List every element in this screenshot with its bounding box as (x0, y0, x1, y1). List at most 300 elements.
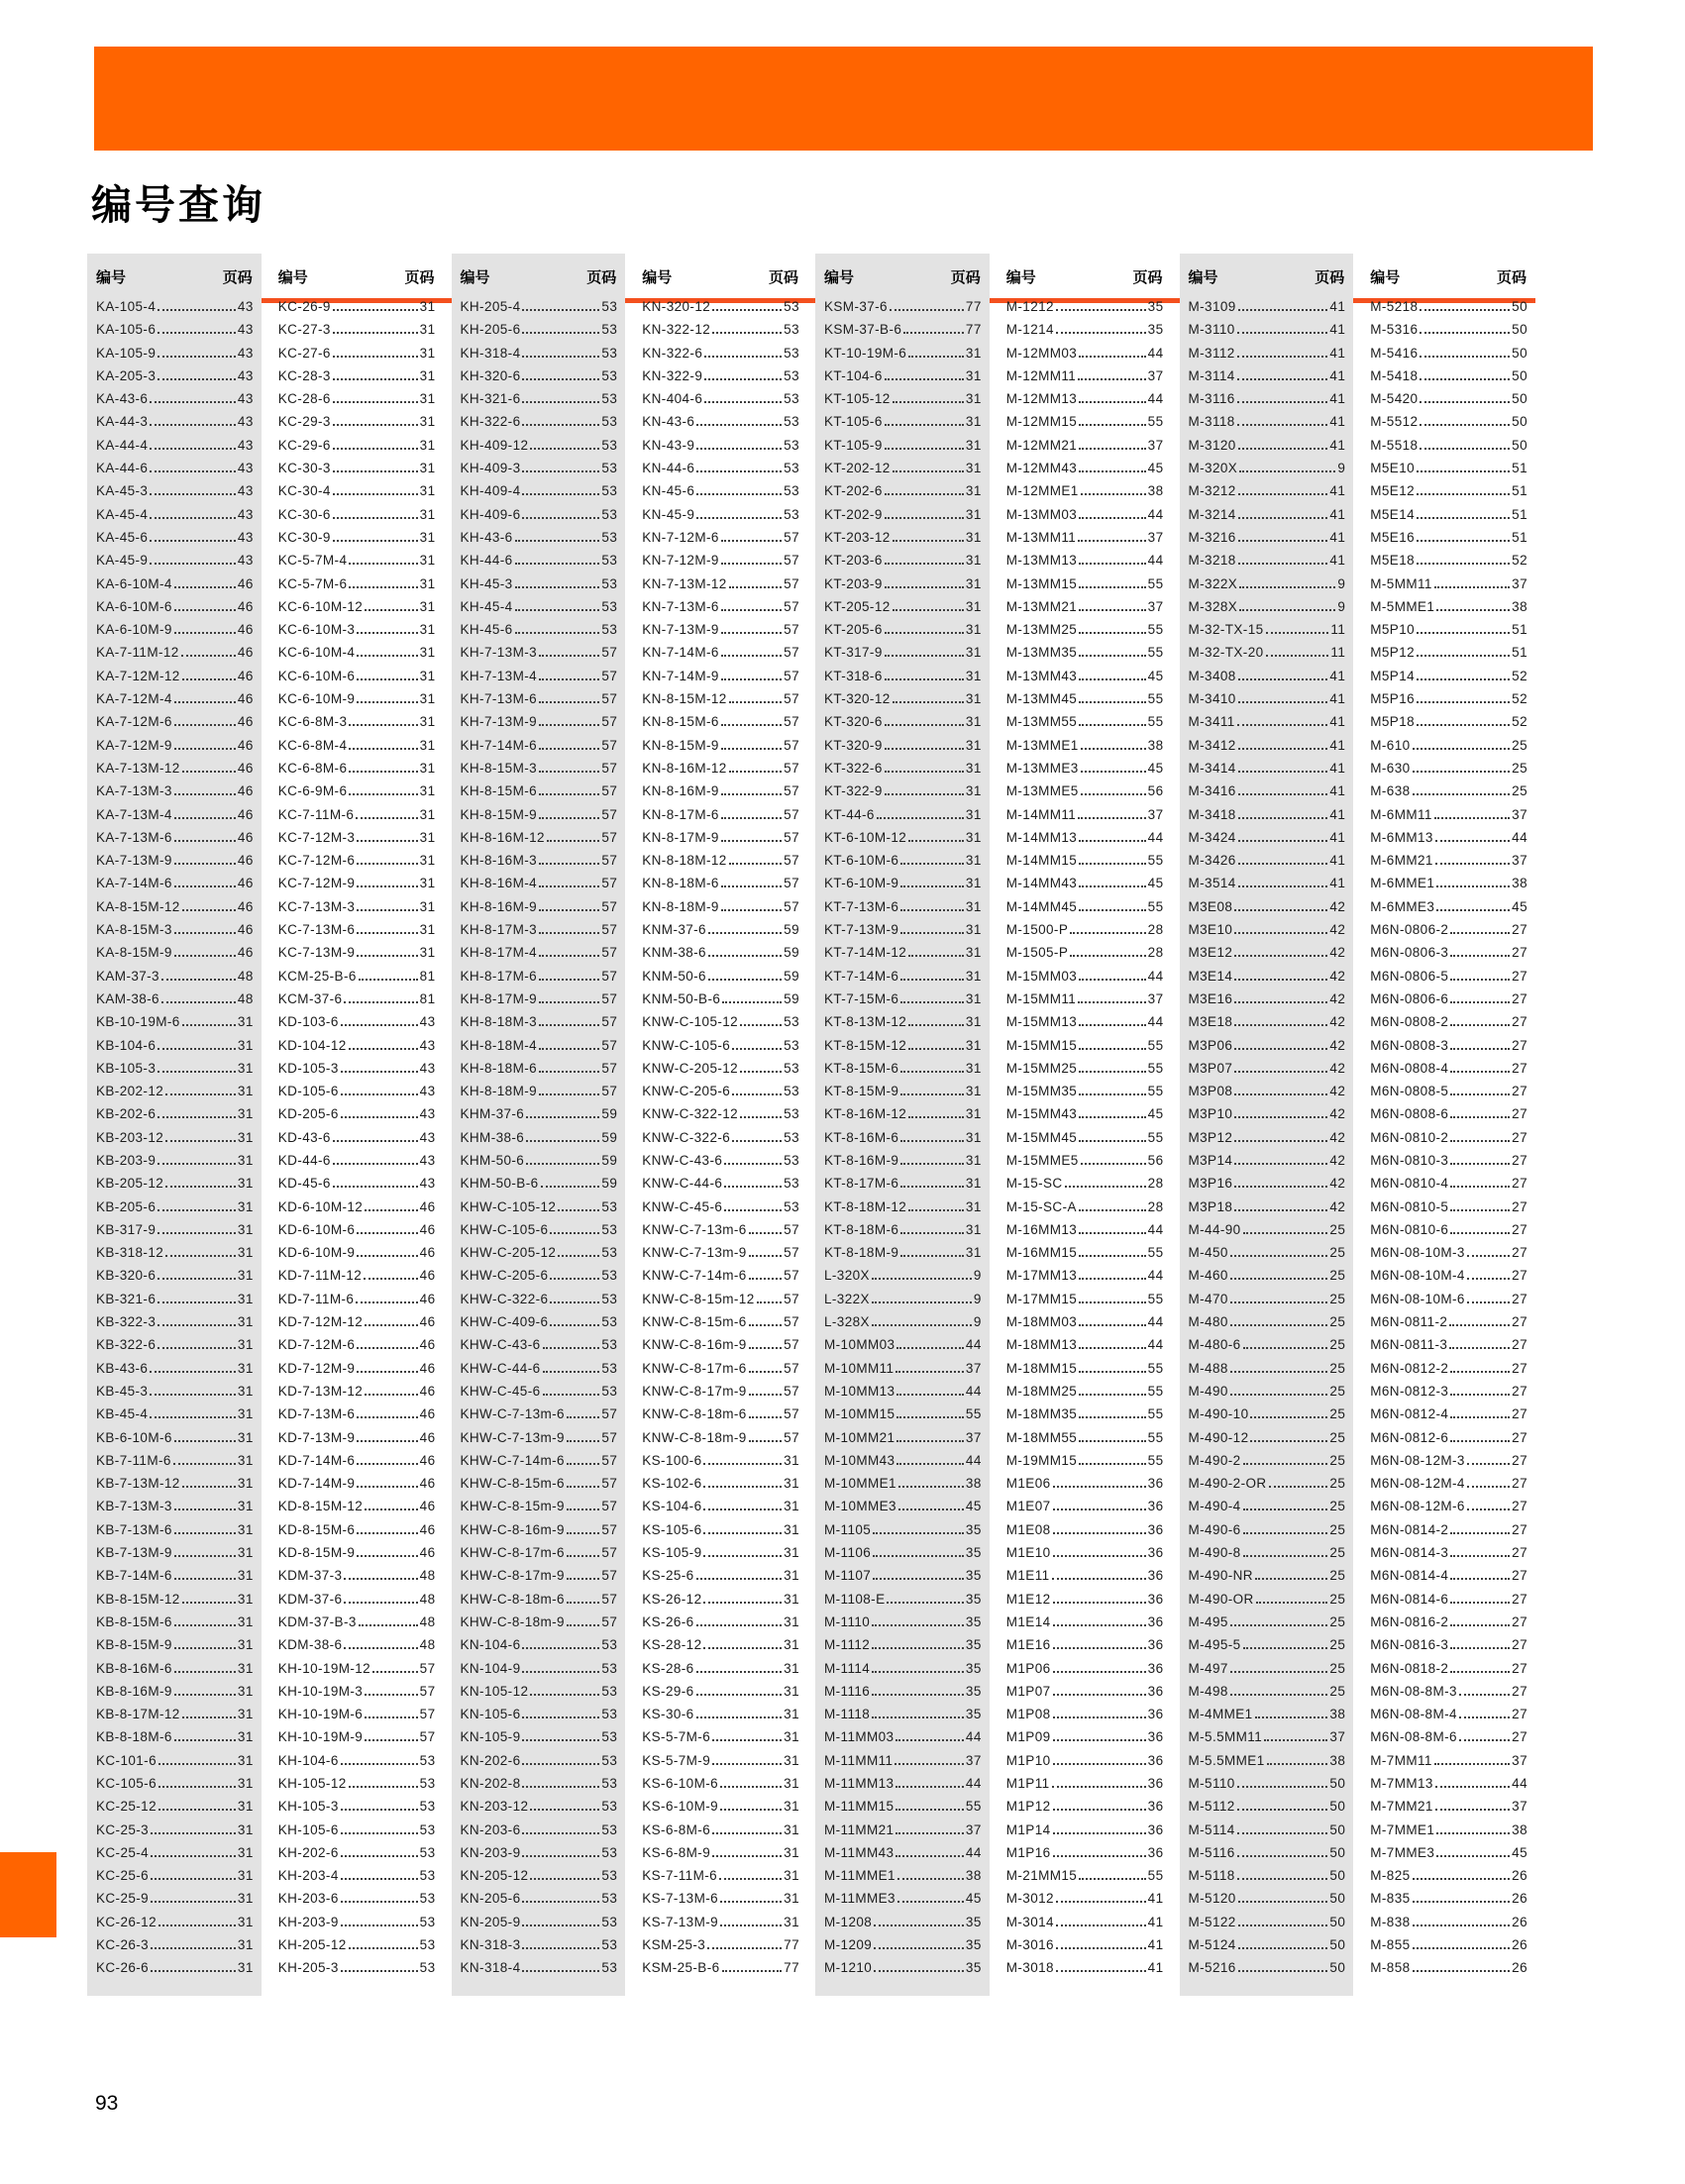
index-entry-code: KD-205-6 (277, 1106, 339, 1122)
dotted-leader (1238, 517, 1328, 519)
dotted-leader (357, 655, 417, 657)
index-entry-page: 55 (1147, 1291, 1164, 1306)
index-entry (96, 807, 254, 830)
index-entry (824, 783, 982, 806)
index-entry-page: 35 (1147, 299, 1164, 314)
index-entry-page: 57 (601, 898, 618, 914)
dotted-leader (158, 1324, 236, 1326)
dotted-leader (885, 424, 964, 426)
index-entry-code: KT-317-9 (824, 645, 883, 661)
index-entry-page: 53 (419, 1868, 436, 1884)
index-entry-page: 57 (784, 853, 799, 869)
dotted-leader (357, 1555, 417, 1557)
dotted-leader (1079, 1440, 1145, 1442)
index-entry (96, 391, 254, 414)
dotted-leader (872, 1647, 964, 1649)
index-entry-page: 31 (965, 598, 982, 614)
dotted-leader (1230, 1371, 1328, 1373)
index-entry-page: 31 (965, 1129, 982, 1145)
index-entry-page: 31 (965, 506, 982, 522)
index-entry (278, 714, 436, 737)
index-entry-code: KNM-37-6 (642, 922, 706, 938)
index-entry-code: KH-7-13M-4 (460, 668, 538, 683)
index-entry-page: 9 (973, 1314, 982, 1330)
index-entry (1006, 945, 1164, 968)
dotted-leader (1053, 1739, 1146, 1741)
index-entry (96, 969, 254, 991)
column-header (633, 254, 807, 285)
index-entry-page: 42 (1329, 1129, 1346, 1145)
index-entry-code: KN-7-13M-6 (642, 598, 719, 614)
index-entry-page: 31 (784, 1729, 799, 1745)
index-entry-page: 31 (965, 806, 982, 822)
index-entry (461, 783, 618, 806)
index-entry-code: KC-27-3 (277, 322, 331, 338)
index-entry-code: M-12MM43 (1005, 461, 1078, 476)
index-entry-page: 31 (419, 506, 436, 522)
dotted-leader (1234, 1209, 1327, 1211)
index-entry-page: 31 (237, 1821, 254, 1837)
index-entry-page: 53 (601, 1383, 618, 1399)
index-entry (1370, 1406, 1527, 1429)
dotted-leader (333, 448, 418, 450)
column-header-page: 页码 (1496, 269, 1527, 286)
index-entry-code: KN-202-8 (460, 1776, 521, 1791)
index-entry-code: M-5MME1 (1370, 598, 1435, 614)
index-entry-code: KT-7-14M-12 (824, 945, 907, 961)
index-entry-page: 42 (1329, 990, 1346, 1006)
dotted-leader (567, 1463, 599, 1465)
index-entry-page: 57 (601, 783, 618, 799)
column-header-code: 编号 (824, 269, 855, 286)
index-entry (1189, 1106, 1346, 1129)
index-entry-code: M-1212 (1005, 299, 1054, 314)
index-entry-code: M-6MME1 (1370, 876, 1435, 891)
index-entry-page: 31 (237, 1198, 254, 1214)
index-entry (1189, 368, 1346, 391)
index-entry (824, 830, 982, 853)
index-entry-code: KN-104-6 (460, 1637, 521, 1653)
index-entry-page: 31 (965, 367, 982, 383)
index-entry (461, 1729, 618, 1752)
index-entry-code: M5E18 (1370, 553, 1416, 569)
index-entry-code: M-17MM15 (1005, 1291, 1078, 1306)
dotted-leader (885, 771, 964, 773)
index-entry-code: KH-10-19M-9 (277, 1729, 364, 1745)
index-entry (278, 438, 436, 461)
index-entry (1189, 1176, 1346, 1198)
dotted-leader (708, 932, 782, 934)
dotted-leader (1079, 401, 1145, 403)
index-entry-code: KB-8-17M-12 (96, 1707, 180, 1722)
index-column-5 (815, 254, 990, 1996)
index-entry-code: M-5416 (1370, 345, 1419, 361)
dotted-leader (696, 1694, 783, 1696)
index-entry-code: M3E18 (1188, 1014, 1233, 1030)
index-entry-page: 41 (1147, 1891, 1164, 1907)
index-entry (1006, 1868, 1164, 1891)
index-entry (1370, 1084, 1527, 1106)
index-entry-page: 31 (965, 1084, 982, 1099)
dotted-leader (174, 1440, 236, 1442)
index-entry (1006, 414, 1164, 437)
index-entry (1189, 1222, 1346, 1245)
dotted-leader (703, 1463, 782, 1465)
index-entry (824, 622, 982, 645)
index-entry (461, 645, 618, 668)
index-entry-code: KH-203-9 (277, 1914, 339, 1929)
dotted-leader (1079, 1048, 1145, 1050)
index-entry-page: 53 (419, 1799, 436, 1815)
dotted-leader (1081, 493, 1146, 495)
dotted-leader (1238, 817, 1328, 819)
index-entry-page: 9 (1337, 575, 1346, 591)
index-entry (642, 991, 799, 1014)
index-entry (278, 576, 436, 599)
dotted-leader (1467, 1463, 1510, 1465)
index-entry-code: KD-43-6 (277, 1129, 331, 1145)
dotted-leader (1079, 1347, 1145, 1349)
dotted-leader (1243, 1508, 1328, 1510)
index-entry (642, 807, 799, 830)
dotted-leader (543, 1371, 600, 1373)
index-entry-code: KH-105-6 (277, 1821, 339, 1837)
index-entry-page: 48 (237, 968, 254, 984)
dotted-leader (522, 309, 599, 311)
index-entry (1006, 1222, 1164, 1245)
index-entry (1006, 322, 1164, 345)
index-entry (824, 1776, 982, 1799)
index-entry-code: KB-8-16M-9 (96, 1683, 172, 1699)
index-entry-page: 31 (237, 1776, 254, 1791)
index-entry-code: KB-205-6 (96, 1198, 157, 1214)
index-entry-code: KH-409-3 (460, 461, 521, 476)
dotted-leader (708, 955, 782, 957)
index-entry (461, 1268, 618, 1291)
index-entry-code: KT-7-15M-6 (824, 990, 899, 1006)
index-entry (461, 438, 618, 461)
dotted-leader (896, 1394, 963, 1396)
index-entry (824, 1868, 982, 1891)
index-entry (96, 1337, 254, 1360)
index-entry-code: M-5418 (1370, 367, 1419, 383)
dotted-leader (740, 1024, 782, 1026)
dotted-leader (721, 793, 782, 795)
index-entry-code: KN-7-14M-9 (642, 668, 719, 683)
dotted-leader (539, 1093, 599, 1095)
index-entry-code: KT-6-10M-9 (824, 876, 899, 891)
dotted-leader (1237, 1878, 1328, 1880)
index-entry-code: KB-317-9 (96, 1221, 157, 1237)
dotted-leader (1459, 1716, 1510, 1718)
dotted-leader (522, 1970, 599, 1972)
index-entry-page: 35 (965, 1568, 982, 1584)
index-entry (642, 1568, 799, 1591)
index-entry-page: 38 (1147, 483, 1164, 499)
dotted-leader (174, 1739, 236, 1741)
index-entry-code: KD-7-14M-6 (277, 1452, 356, 1468)
dotted-leader (1420, 401, 1510, 403)
dotted-leader (887, 1602, 963, 1604)
index-entry-code: KH-43-6 (460, 529, 513, 545)
index-entry-page: 44 (1147, 1268, 1164, 1284)
index-entry (96, 761, 254, 783)
dotted-leader (1467, 1508, 1510, 1510)
dotted-leader (515, 609, 600, 611)
index-entry-page: 53 (601, 622, 618, 638)
index-entry (278, 299, 436, 322)
index-entry (1189, 530, 1346, 553)
dotted-leader (1413, 1947, 1511, 1949)
index-entry (642, 599, 799, 622)
dotted-leader (522, 1671, 599, 1673)
dotted-leader (1079, 1463, 1145, 1465)
index-entry-code: KH-205-3 (277, 1960, 339, 1976)
index-entry-code: M-5118 (1188, 1868, 1235, 1884)
index-entry-code: KHW-C-409-6 (460, 1314, 549, 1330)
index-entry-code: M-12MM11 (1005, 367, 1077, 383)
index-entry-page: 31 (965, 391, 982, 407)
index-entry-code: L-328X (824, 1314, 870, 1330)
index-entry (1370, 1153, 1527, 1176)
index-entry-page: 55 (1147, 1383, 1164, 1399)
index-entry-code: KB-8-15M-12 (96, 1591, 180, 1607)
dotted-leader (522, 517, 599, 519)
index-entry (1006, 1430, 1164, 1453)
index-entry-code: KH-8-16M-3 (460, 853, 538, 869)
index-entry (1370, 783, 1527, 806)
dotted-leader (1053, 1855, 1146, 1857)
index-entry-code: M5P12 (1370, 645, 1416, 661)
dotted-leader (333, 517, 418, 519)
dotted-leader (885, 632, 964, 634)
dotted-leader (550, 1324, 599, 1326)
index-entry-code: KS-6-10M-6 (642, 1776, 719, 1791)
index-entry-page: 27 (1512, 1637, 1527, 1653)
index-entry-code: M-490-2-OR (1188, 1476, 1267, 1492)
dotted-leader (749, 1232, 782, 1234)
index-entry (824, 368, 982, 391)
index-entry (642, 1384, 799, 1406)
dotted-leader (539, 1071, 599, 1073)
index-entry (824, 1199, 982, 1222)
dotted-leader (333, 470, 418, 472)
index-entry (1189, 669, 1346, 691)
dotted-leader (712, 332, 782, 334)
index-entry-code: KS-105-6 (642, 1521, 702, 1537)
index-entry-code: KSM-37-B-6 (824, 322, 902, 338)
index-entry (1189, 1245, 1346, 1268)
index-entry-code: M-17MM13 (1005, 1268, 1078, 1284)
index-entry-page: 31 (419, 760, 436, 776)
index-entry (96, 1614, 254, 1637)
index-entry-page: 31 (419, 367, 436, 383)
index-entry-code: KA-105-9 (96, 345, 157, 361)
index-entry-page: 31 (419, 806, 436, 822)
index-entry (278, 1153, 436, 1176)
index-entry-page: 31 (965, 553, 982, 569)
index-entry-code: M3E08 (1188, 898, 1233, 914)
index-entry (278, 530, 436, 553)
index-entry-code: KA-45-9 (96, 553, 149, 569)
index-entry-page: 46 (419, 1452, 436, 1468)
dotted-leader (696, 1624, 783, 1626)
index-entry-page: 35 (965, 1937, 982, 1953)
dotted-leader (1079, 1232, 1145, 1234)
index-entry-page: 25 (1329, 1568, 1346, 1584)
dotted-leader (900, 1071, 964, 1073)
index-entry-code: M1E12 (1005, 1591, 1051, 1607)
index-entry-page: 44 (1512, 829, 1527, 845)
index-entry-page: 57 (601, 876, 618, 891)
index-entry-code: KC-30-9 (277, 529, 331, 545)
index-entry-code: KNM-38-6 (642, 945, 706, 961)
index-entry (278, 461, 436, 483)
dotted-leader (567, 1486, 599, 1488)
dotted-leader (1079, 356, 1145, 358)
dotted-leader (1053, 1508, 1146, 1510)
index-entry (461, 1799, 618, 1821)
index-entry (461, 622, 618, 645)
index-entry-code: M-15MM43 (1005, 1106, 1078, 1122)
index-entry (1189, 1891, 1346, 1914)
index-entry-page: 59 (784, 990, 799, 1006)
index-column-7 (1180, 254, 1354, 1996)
index-entry (96, 1568, 254, 1591)
dotted-leader (1450, 1001, 1510, 1003)
index-entry-page: 53 (419, 1776, 436, 1791)
index-entry (642, 1776, 799, 1799)
dotted-leader (522, 378, 599, 380)
index-entry-code: KN-43-6 (642, 414, 695, 430)
dotted-leader (158, 332, 236, 334)
index-entry-code: M-5420 (1370, 391, 1419, 407)
dotted-leader (539, 1001, 599, 1003)
index-entry-code: KD-104-12 (277, 1037, 347, 1053)
index-entry (1189, 1499, 1346, 1521)
index-entry-page: 48 (237, 990, 254, 1006)
index-entry-code: KT-202-12 (824, 461, 891, 476)
index-entry-code: M-10MM21 (824, 1429, 895, 1445)
index-entry (642, 299, 799, 322)
dotted-leader (357, 863, 417, 865)
dotted-leader (150, 424, 236, 426)
index-entry-page: 31 (237, 1152, 254, 1168)
index-entry-code: KH-104-6 (277, 1752, 339, 1768)
index-entry-code: KT-8-18M-6 (824, 1221, 899, 1237)
index-entry (642, 1868, 799, 1891)
dotted-leader (872, 1324, 972, 1326)
dotted-leader (539, 909, 599, 911)
index-entry-code: M-5124 (1188, 1937, 1236, 1953)
index-entry (278, 1106, 436, 1129)
index-entry-page: 50 (1512, 299, 1527, 314)
index-entry (824, 1568, 982, 1591)
dotted-leader (1450, 1163, 1510, 1165)
dotted-leader (874, 1947, 964, 1949)
index-entry-page: 27 (1512, 1268, 1527, 1284)
index-entry (1370, 599, 1527, 622)
index-entry-page: 31 (965, 1152, 982, 1168)
index-entry-code: KN-8-17M-9 (642, 829, 719, 845)
index-entry (642, 346, 799, 368)
dotted-leader (359, 979, 418, 981)
dotted-leader (1052, 1578, 1146, 1580)
index-entry-code: KNW-C-205-6 (642, 1084, 731, 1099)
dotted-leader (333, 378, 418, 380)
index-entry (1006, 1176, 1164, 1198)
index-entry-page: 50 (1512, 391, 1527, 407)
index-entry-page: 57 (784, 1429, 799, 1445)
index-entry (1006, 530, 1164, 553)
index-entry (642, 1430, 799, 1453)
dotted-leader (550, 1301, 599, 1303)
index-entry-code: KDM-37-3 (277, 1568, 343, 1584)
index-entry-page: 77 (784, 1960, 799, 1976)
dotted-leader (712, 1739, 782, 1741)
index-entry-page: 41 (1329, 737, 1346, 753)
index-entry (1370, 830, 1527, 853)
index-entry-page: 41 (1329, 483, 1346, 499)
index-entry-code: M-3214 (1188, 506, 1236, 522)
index-entry-code: M-5316 (1370, 322, 1419, 338)
index-entry (278, 1337, 436, 1360)
dotted-leader (749, 1371, 782, 1373)
dotted-leader (357, 932, 417, 934)
index-entry-page: 31 (965, 1014, 982, 1030)
index-entry (642, 1014, 799, 1037)
dotted-leader (900, 932, 964, 934)
index-entry-code: KHW-C-105-12 (460, 1198, 557, 1214)
index-entry-page: 31 (419, 691, 436, 707)
index-entry-page: 57 (601, 829, 618, 845)
dotted-leader (158, 1278, 236, 1280)
index-entry-code: KC-25-6 (96, 1868, 150, 1884)
dotted-leader (1230, 1278, 1328, 1280)
index-entry-page: 45 (1147, 1106, 1164, 1122)
dotted-leader (165, 1093, 236, 1095)
dotted-leader (1234, 932, 1327, 934)
dotted-leader (522, 1786, 599, 1788)
dotted-leader (890, 309, 964, 311)
index-entry-page: 31 (965, 853, 982, 869)
index-entry (824, 1268, 982, 1291)
index-entry-code: KN-203-9 (460, 1844, 521, 1860)
dotted-leader (341, 1093, 418, 1095)
index-entry-code: KT-8-15M-9 (824, 1084, 899, 1099)
dotted-leader (900, 1140, 964, 1142)
dotted-leader (1450, 979, 1510, 981)
index-entry (1189, 299, 1346, 322)
index-entry-page: 57 (601, 668, 618, 683)
index-entry-code: KNW-C-7-13m-9 (642, 1245, 747, 1261)
index-entry-page: 27 (1512, 1729, 1527, 1745)
index-entry (96, 1937, 254, 1960)
index-entry-page: 44 (1147, 1221, 1164, 1237)
column-header-code: 编号 (1370, 269, 1401, 286)
dotted-leader (151, 1878, 236, 1880)
index-entry-page: 31 (237, 1613, 254, 1629)
index-entry-page: 27 (1512, 922, 1527, 938)
index-entry-code: M3P06 (1188, 1037, 1233, 1053)
index-entry-page: 46 (237, 668, 254, 683)
index-entry-code: KHW-C-43-6 (460, 1337, 541, 1353)
dotted-leader (1079, 470, 1145, 472)
index-entry-page: 57 (601, 1060, 618, 1076)
index-entry-code: KD-7-11M-6 (277, 1291, 355, 1306)
index-entry-page: 27 (1512, 1613, 1527, 1629)
index-entry-page: 57 (601, 1521, 618, 1537)
